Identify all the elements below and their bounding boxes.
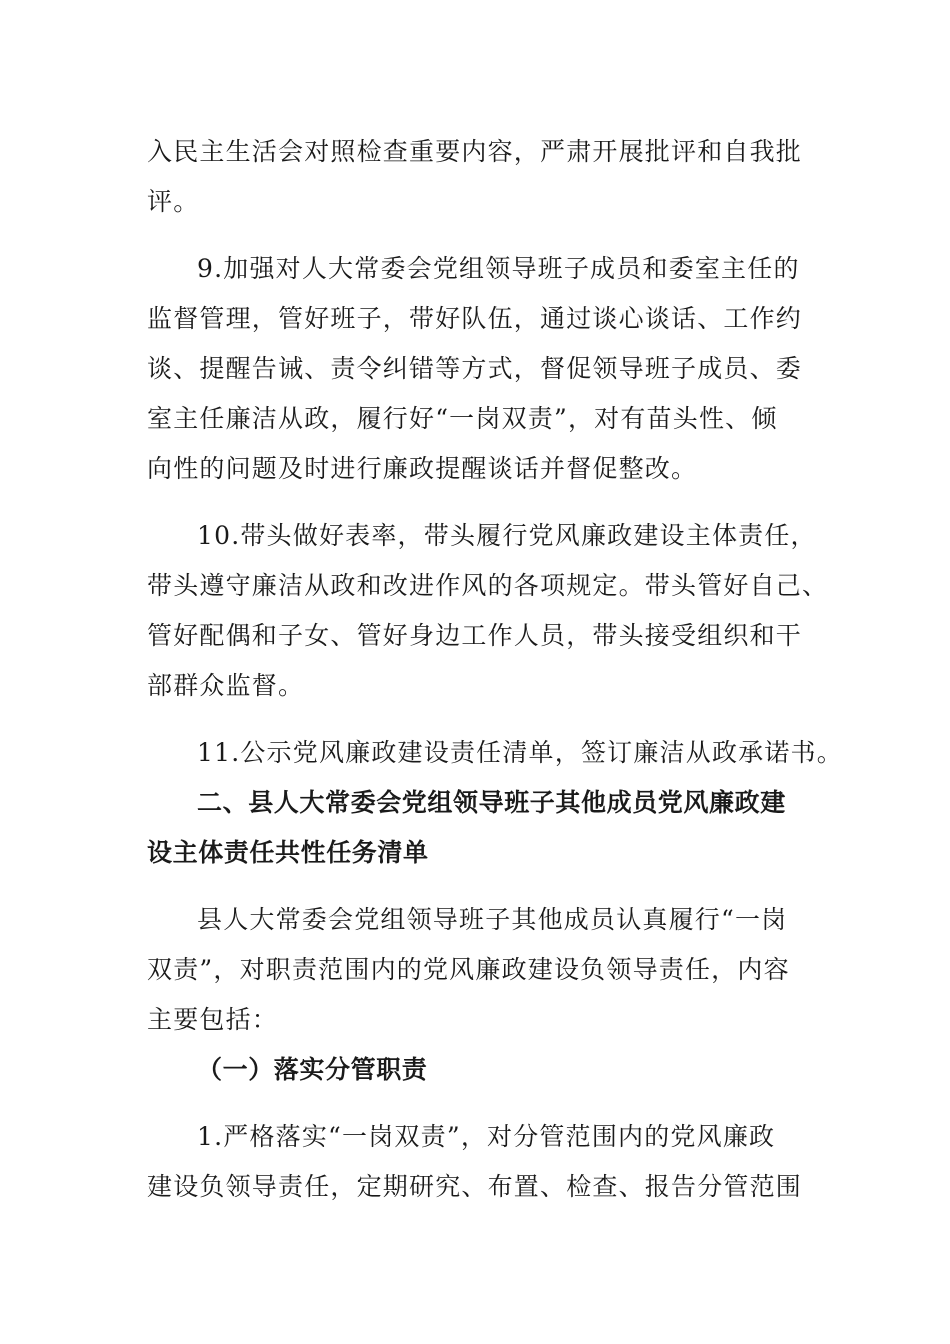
paragraph-line: 主要包括： — [147, 1005, 279, 1034]
paragraph-line: 室主任廉洁从政，履行好“一岗双责”，对有苗头性、倾 — [147, 404, 778, 433]
section-heading: 二、县人大常委会党组领导班子其他成员党风廉政建 — [197, 788, 786, 817]
paragraph-line: 部群众监督。 — [147, 671, 305, 700]
section-heading: 设主体责任共性任务清单 — [147, 838, 429, 867]
paragraph-line: 9.加强对人大常委会党组领导班子成员和委室主任的 — [197, 254, 800, 283]
paragraph-line: 管好配偶和子女、管好身边工作人员，带头接受组织和干 — [147, 621, 803, 650]
subsection-heading: （一）落实分管职责 — [197, 1055, 428, 1084]
paragraph-line: 双责”，对职责范围内的党风廉政建设负领导责任，内容 — [147, 955, 790, 984]
paragraph-line: 谈、提醒告诫、责令纠错等方式，督促领导班子成员、委 — [147, 354, 803, 383]
paragraph-line: 1.严格落实“一岗双责”，对分管范围内的党风廉政 — [197, 1122, 776, 1151]
paragraph-line: 11.公示党风廉政建设责任清单，签订廉洁从政承诺书。 — [197, 738, 843, 767]
paragraph-line: 10.带头做好表率，带头履行党风廉政建设主体责任， — [197, 521, 817, 550]
paragraph-line: 向性的问题及时进行廉政提醒谈话并督促整改。 — [147, 454, 698, 483]
paragraph-line: 县人大常委会党组领导班子其他成员认真履行“一岗 — [197, 905, 788, 934]
paragraph-line: 监督管理，管好班子，带好队伍，通过谈心谈话、工作约 — [147, 304, 803, 333]
paragraph-line: 建设负领导责任，定期研究、布置、检查、报告分管范围 — [147, 1172, 803, 1201]
paragraph-line: 入民主生活会对照检查重要内容，严肃开展批评和自我批 — [147, 137, 803, 166]
paragraph-line: 带头遵守廉洁从政和改进作风的各项规定。带头管好自己、 — [147, 571, 829, 600]
paragraph-line: 评。 — [147, 187, 200, 216]
